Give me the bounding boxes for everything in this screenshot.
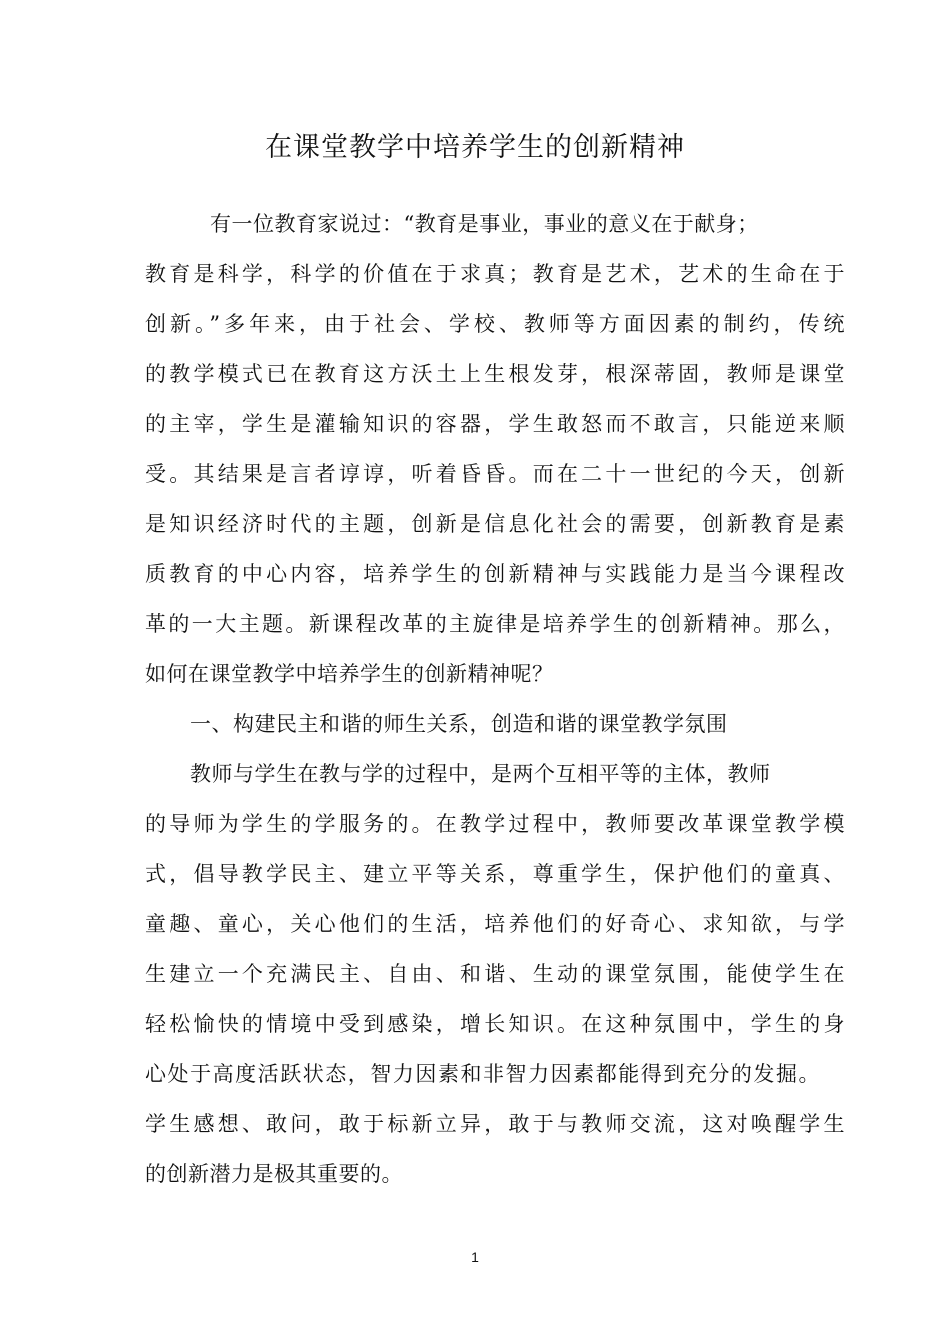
paragraph-line: 轻松愉快的情境中受到感染，增长知识。在这种氛围中，学生的身	[145, 1012, 845, 1036]
document-title: 在课堂教学中培养学生的创新精神	[265, 132, 685, 163]
paragraph-line: 的教学模式已在教育这方沃土上生根发芽，根深蒂固，教师是课堂	[145, 362, 845, 386]
paragraph-line: 的导师为学生的学服务的。在教学过程中，教师要改革课堂教学模	[145, 812, 845, 836]
paragraph-line: 心处于高度活跃状态，智力因素和非智力因素都能得到充分的发掘。	[145, 1062, 820, 1086]
paragraph-line: 生建立一个充满民主、自由、和谐、生动的课堂氛围，能使学生在	[145, 962, 845, 986]
paragraph-line: 革的一大主题。新课程改革的主旋律是培养学生的创新精神。那么，	[145, 612, 845, 636]
paragraph-line: 是知识经济时代的主题，创新是信息化社会的需要，创新教育是素	[145, 512, 845, 536]
page-number: 1	[471, 1249, 479, 1265]
paragraph-line: 教育是科学，科学的价值在于求真；教育是艺术，艺术的生命在于	[145, 262, 845, 286]
paragraph-line: 的主宰，学生是灌输知识的容器，学生敢怒而不敢言，只能逆来顺	[145, 412, 845, 436]
paragraph-line: 学生感想、敢问，敢于标新立异，敢于与教师交流，这对唤醒学生	[145, 1112, 845, 1136]
paragraph-line: 的创新潜力是极其重要的。	[145, 1162, 403, 1186]
paragraph-line: 创新。”多年来，由于社会、学校、教师等方面因素的制约，传统	[145, 312, 845, 336]
paragraph-line: 教师与学生在教与学的过程中，是两个互相平等的主体，教师	[190, 762, 771, 786]
paragraph-line: 有一位教育家说过：“教育是事业，事业的意义在于献身；	[210, 212, 759, 236]
paragraph-line: 质教育的中心内容，培养学生的创新精神与实践能力是当今课程改	[145, 562, 845, 586]
section-heading: 一、构建民主和谐的师生关系，创造和谐的课堂教学氛围	[190, 712, 728, 736]
paragraph-line: 受。其结果是言者谆谆，听着昏昏。而在二十一世纪的今天，创新	[145, 462, 845, 486]
paragraph-line: 童趣、童心，关心他们的生活，培养他们的好奇心、求知欲，与学	[145, 912, 845, 936]
paragraph-line: 如何在课堂教学中培养学生的创新精神呢？	[145, 662, 554, 686]
paragraph-line: 式，倡导教学民主、建立平等关系，尊重学生，保护他们的童真、	[145, 862, 845, 886]
